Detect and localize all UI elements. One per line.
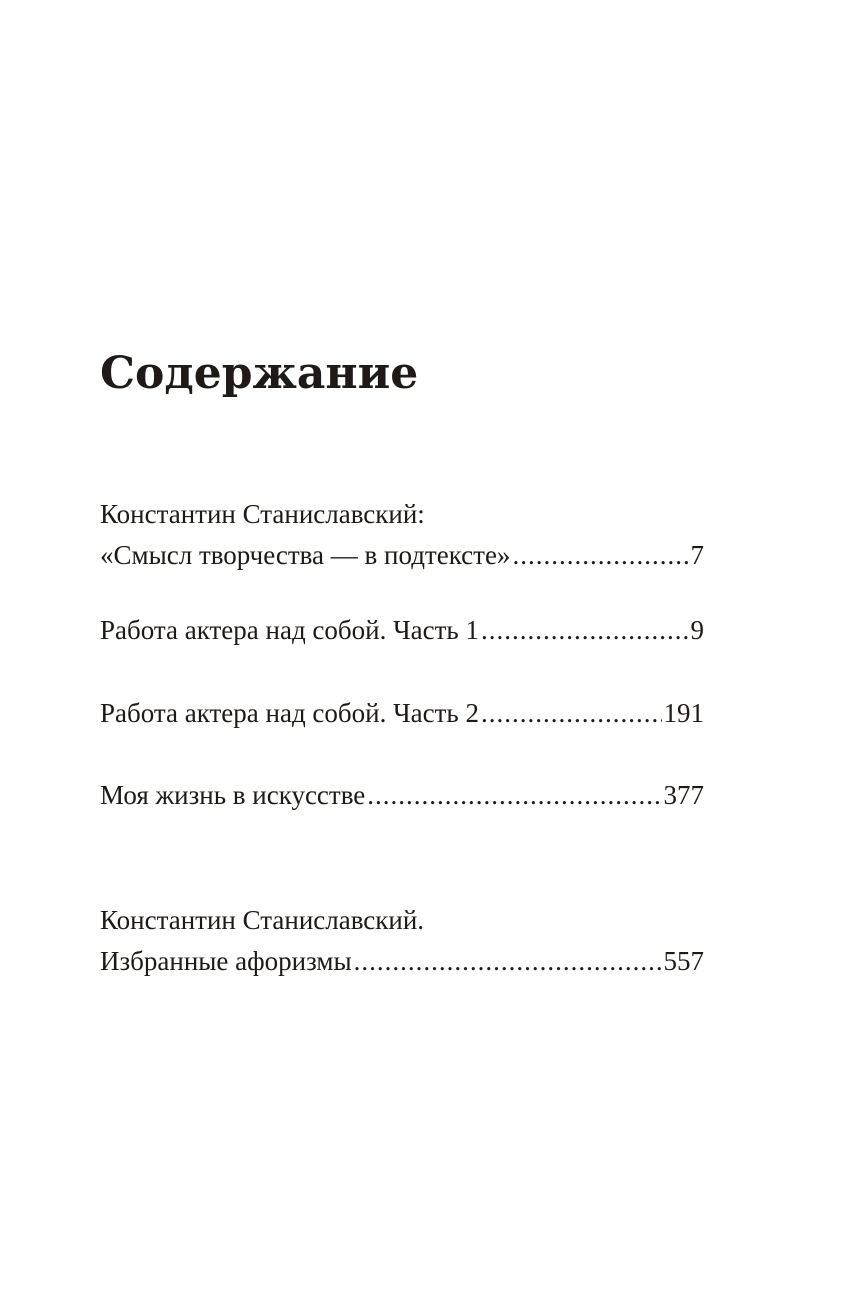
toc-page-number: 9 (690, 615, 704, 645)
toc-entry-title: Работа актера над собой. Часть 2 (100, 698, 479, 728)
toc-entry-title: Работа актера над собой. Часть 1 (100, 615, 479, 645)
toc-page-number: 191 (663, 698, 704, 728)
toc-entry-line (100, 610, 704, 651)
toc-page-number: 7 (690, 540, 704, 570)
toc-entry-line (100, 693, 704, 734)
toc-entry[interactable] (100, 610, 704, 651)
toc-entry-title: Моя жизнь в искусстве (100, 780, 366, 810)
toc-entry-author: Константин Станиславский. (100, 905, 425, 935)
dot-leader (481, 610, 689, 651)
toc-entry-line (100, 941, 704, 982)
toc-entry-title: Избранные афоризмы (100, 946, 352, 976)
toc-entry[interactable] (100, 775, 704, 816)
toc-entry-author: Константин Станиславский: (100, 499, 425, 529)
toc-entry[interactable] (100, 494, 704, 576)
toc-page-number: 377 (663, 780, 704, 810)
toc-entry-title: «Смысл творчества — в подтексте» (100, 540, 511, 570)
toc-entry[interactable] (100, 693, 704, 734)
page-title: Содержание (100, 348, 419, 399)
dot-leader (354, 941, 662, 982)
toc-entry-line (100, 775, 704, 816)
dot-leader (367, 775, 661, 816)
toc-entry-line (100, 535, 704, 576)
dot-leader (481, 693, 662, 734)
dot-leader (512, 535, 688, 576)
toc-page-number: 557 (663, 946, 704, 976)
toc-entry[interactable] (100, 900, 704, 982)
